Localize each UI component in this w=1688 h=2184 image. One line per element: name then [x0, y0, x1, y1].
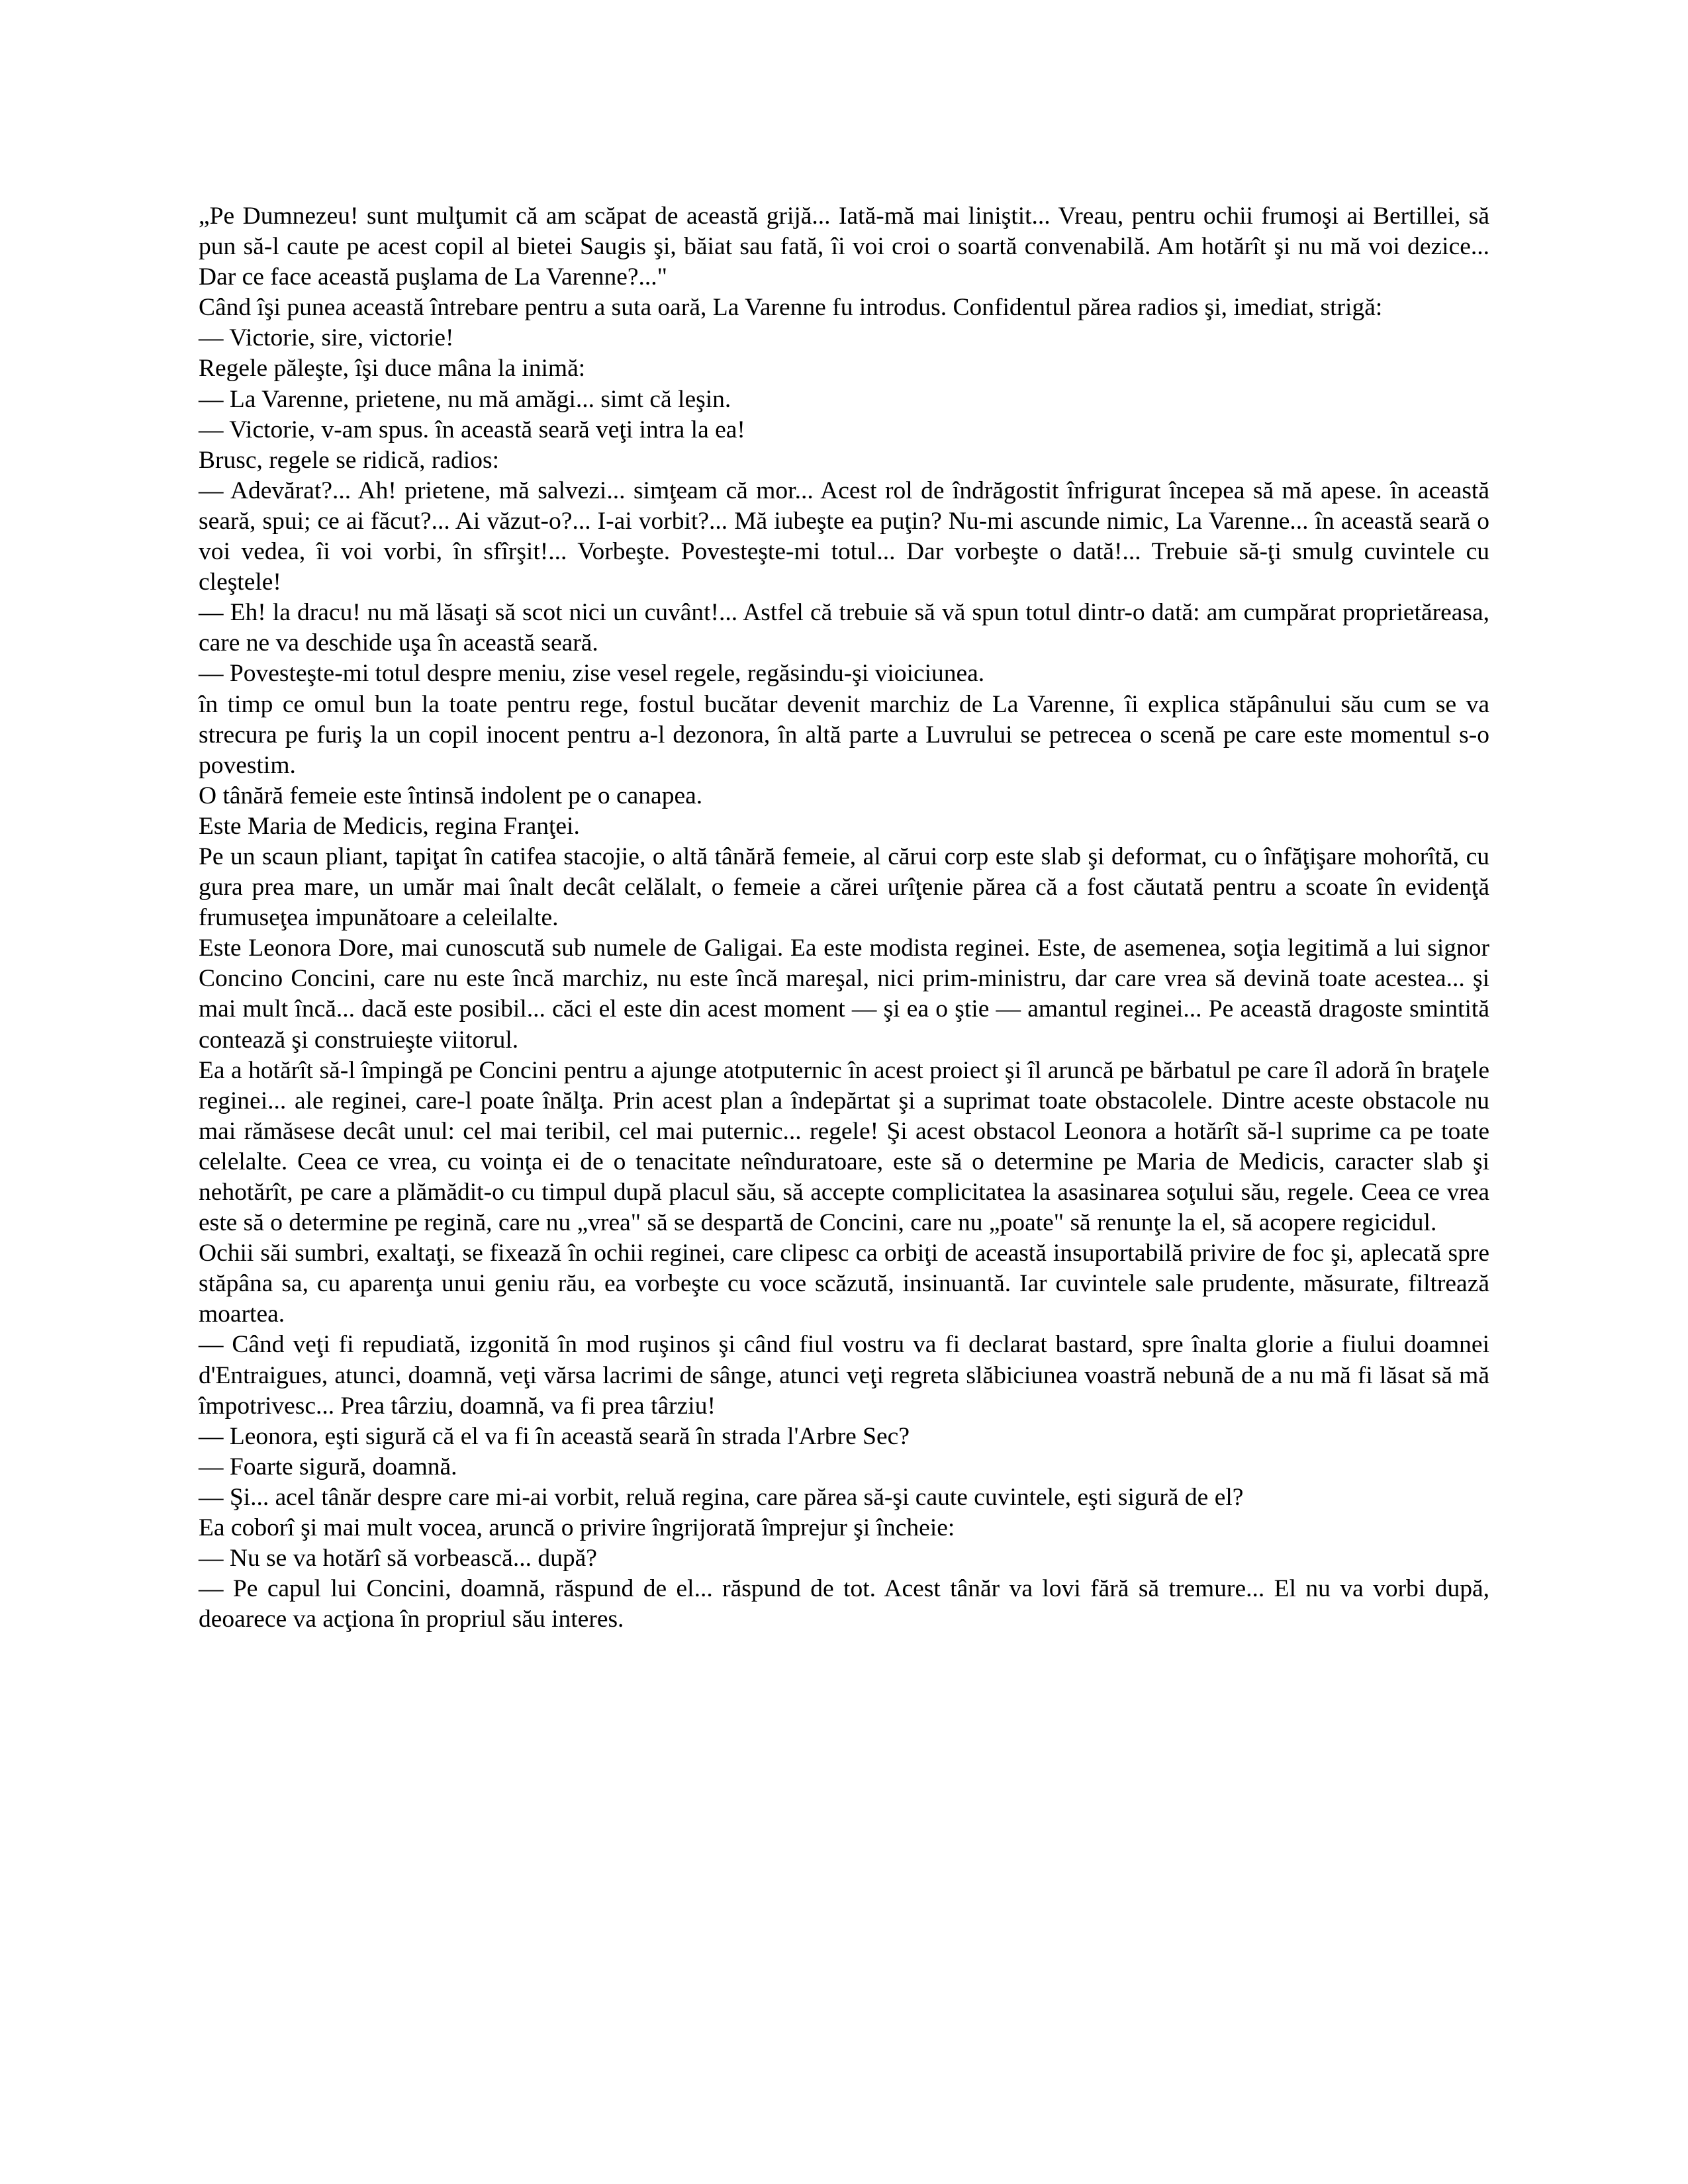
dialogue-line: — La Varenne, prietene, nu mă amăgi... simt că leşin. — [199, 385, 731, 413]
paragraph: Este Leonora Dore, mai cunoscută sub numele de Galigai. Ea este modista reginei. Este, de asemenea, soţia legitimă a lui signor Concino Concini, care nu este încă marchiz, nu este încă mareşal, nici prim-ministru, dar care vrea să devină toate acestea... şi mai mult încă... dacă este posibil... căci el este din acest moment — şi ea o ştie — amantul reginei... Pe această dragoste smintită contează şi construieşte viitorul. — [199, 934, 1489, 1054]
dialogue-line: — Leonora, eşti sigură că el va fi în această seară în strada l'Arbre Sec? — [199, 1422, 910, 1450]
dialogue-line: — Foarte sigură, doamnă. — [199, 1453, 457, 1480]
paragraph: Pe un scaun pliant, tapiţat în catifea stacojie, o altă tânără femeie, al cărui corp este slab şi deformat, cu o înfăţişare mohorîtă, cu gura prea mare, un umăr mai înalt decât celălalt, o femeie a cărei urîţenie părea că a fost căutată pentru a scoate în evidenţă frumuseţea impunătoare a celeilalte. — [199, 842, 1489, 932]
dialogue-line: — Adevărat?... Ah! prietene, mă salvezi... simţeam că mor... Acest rol de îndrăgostit înfrigurat începea să mă apese. în această seară, spui; ce ai făcut?... Ai văzut-o?... I-ai vorbit?... Mă iubeşte ea puţin? Nu-mi ascunde nimic, La Varenne... în această seară o voi vedea, îi voi vorbi, în sfîrşit!... Vorbeşte. Povesteşte-mi totul... Dar vorbeşte o dată!... Trebuie să-ţi smulg cuvintele cu cleştele! — [199, 477, 1489, 596]
paragraph: Ea a hotărît să-l împingă pe Concini pentru a ajunge atotputernic în acest proiect şi îl aruncă pe bărbatul pe care îl adoră în braţele reginei... ale reginei, care-l poate înălţa. Prin acest plan a îndepărtat şi a suprimat toate obstacolele. Dintre aceste obstacole nu mai rămăsese decât unul: cel mai teribil, cel mai puternic... regele! Şi acest obstacol Leonora a hotărît să-l suprime ca pe toate celelalte. Ceea ce vrea, cu voinţa ei de o tenacitate neînduratoare, este să o determine pe Maria de Medicis, caracter slab şi nehotărît, pe care a plămădit-o cu timpul după placul său, să accepte complicitatea la asasinarea soţului său, regele. Ceea ce vrea este să o determine pe regină, care nu „vrea" să se despartă de Concini, care nu „poate" să renunţe la el, să acopere regicidul. — [199, 1056, 1489, 1237]
dialogue-line: — Povesteşte-mi totul despre meniu, zise vesel regele, regăsindu-şi vioiciunea. — [199, 660, 985, 688]
paragraph: Ochii săi sumbri, exaltaţi, se fixează în ochii reginei, care clipesc ca orbiţi de această insuportabilă privire de foc şi, aplecată spre stăpâna sa, cu aparenţa unui geniu rău, ea vorbeşte cu voce scăzută, insinuantă. Iar cuvintele sale prudente, măsurate, filtrează moartea. — [199, 1240, 1489, 1328]
paragraph: Este Maria de Medicis, regina Franţei. — [199, 812, 580, 840]
dialogue-line: — Şi... acel tânăr despre care mi-ai vorbit, reluă regina, care părea să-şi caute cuvintele, eşti sigură de el? — [199, 1483, 1244, 1511]
dialogue-line: — Victorie, v-am spus. în această seară veţi intra la ea! — [199, 416, 745, 443]
paragraph: Regele păleşte, îşi duce mâna la inimă: — [199, 355, 586, 383]
paragraph: Când îşi punea această întrebare pentru a suta oară, La Varenne fu introdus. Confidentul părea radios şi, imediat, strigă: — [199, 294, 1383, 322]
paragraph: în timp ce omul bun la toate pentru rege, fostul bucătar devenit marchiz de La Varenne, îi explica stăpânului său cum se va strecura pe furiş la un copil inocent pentru a-l dezonora, în altă parte a Luvrului se petrecea o scenă pe care este momentul s-o povestim. — [199, 690, 1489, 779]
dialogue-line: — Victorie, sire, victorie! — [199, 324, 454, 352]
paragraph: Ea coborî şi mai mult vocea, aruncă o privire îngrijorată împrejur şi încheie: — [199, 1514, 955, 1542]
paragraph: Brusc, regele se ridică, radios: — [199, 446, 499, 474]
paragraph: O tânără femeie este întinsă indolent pe o canapea. — [199, 782, 703, 809]
dialogue-line: — Eh! la dracu! nu mă lăsaţi să scot nici un cuvânt!... Astfel că trebuie să vă spun totul dintr-o dată: am cumpărat proprietăreasa, care ne va deschide uşa în această seară. — [199, 599, 1489, 657]
dialogue-line: — Nu se va hotărî să vorbească... după? — [199, 1545, 597, 1572]
document-page — [199, 201, 1489, 1635]
dialogue-line: — Pe capul lui Concini, doamnă, răspund de el... răspund de tot. Acest tânăr va lovi fără să tremure... El nu va vorbi după, deoarece va acţiona în propriul său interes. — [199, 1575, 1489, 1633]
paragraph: „Pe Dumnezeu! sunt mulţumit că am scăpat de această grijă... Iată-mă mai liniştit... Vreau, pentru ochii frumoşi ai Bertillei, să pun să-l caute pe acest copil al bietei Saugis şi, băiat sau fată, îi voi croi o soartă convenabilă. Am hotărît şi nu mă voi dezice... Dar ce face această puşlama de La Varenne?..." — [199, 203, 1489, 291]
dialogue-line: — Când veţi fi repudiată, izgonită în mod ruşinos şi când fiul vostru va fi declarat bastard, spre înalta glorie a fiului doamnei d'Entraigues, atunci, doamnă, veţi vărsa lacrimi de sânge, atunci veţi regreta slăbiciunea voastră nebună de a nu mă fi lăsat să mă împotrivesc... Prea târziu, doamnă, va fi prea târziu! — [199, 1331, 1489, 1420]
